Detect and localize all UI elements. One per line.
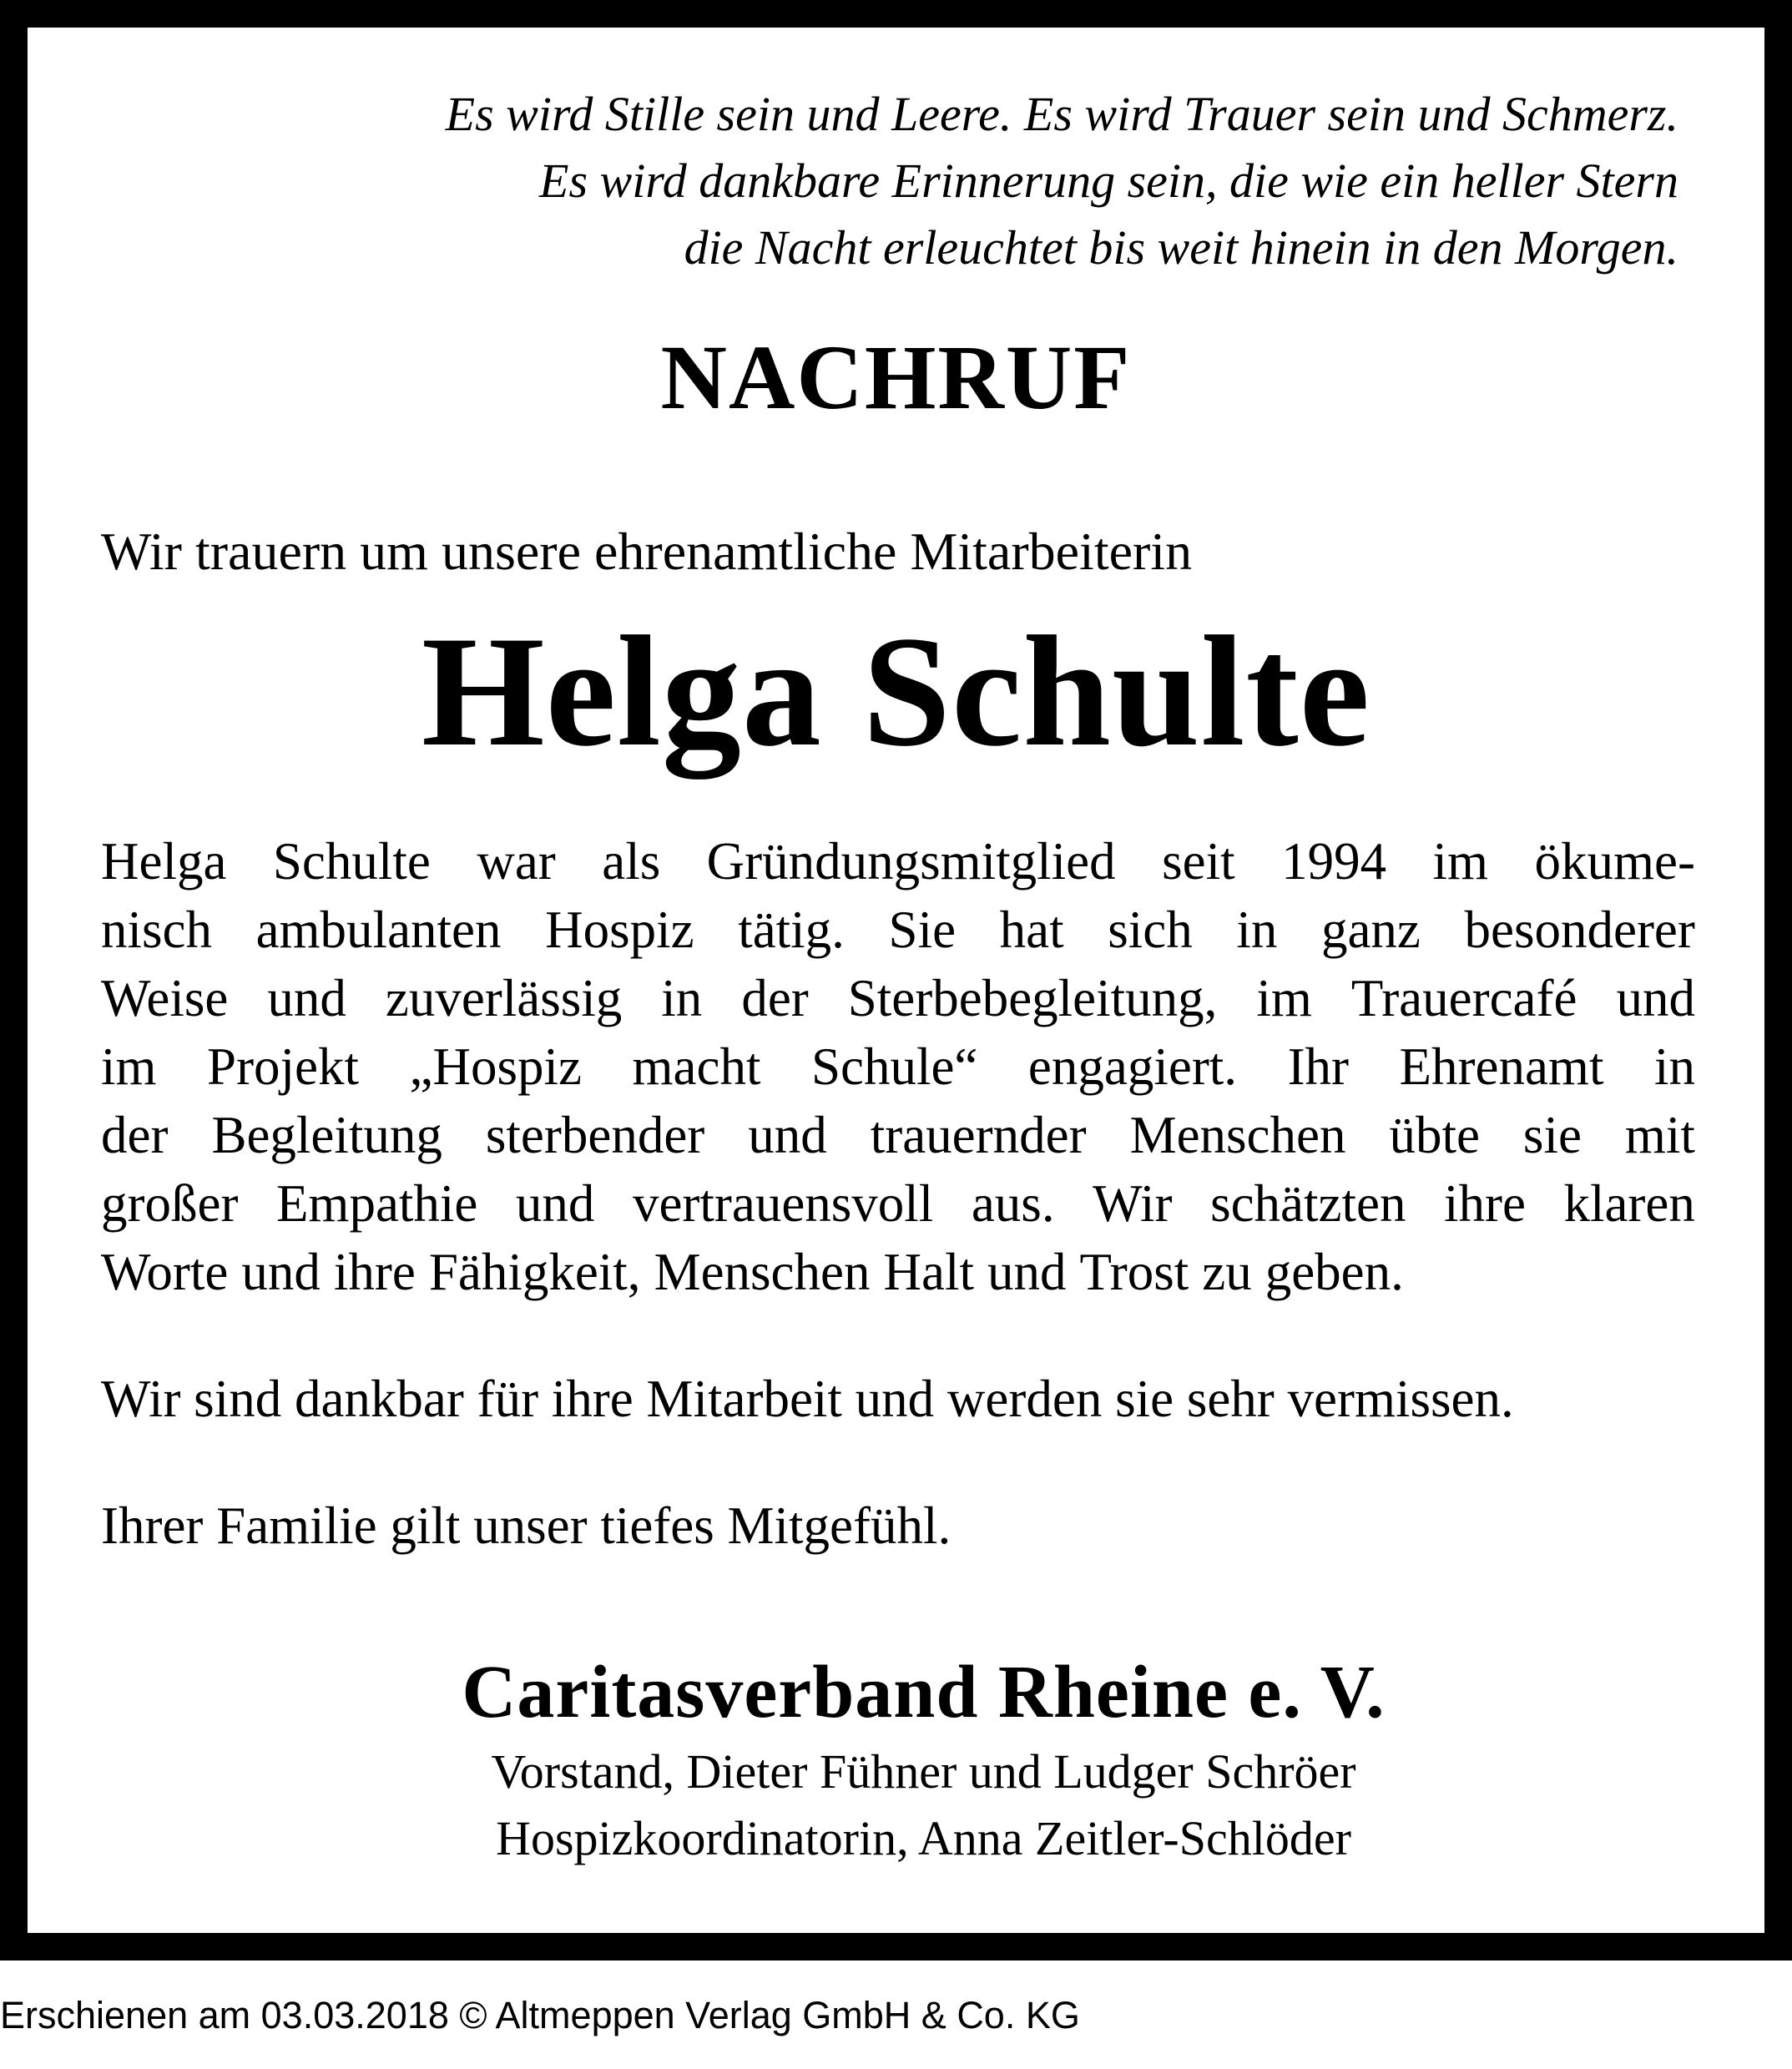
- tribute-word: Gründungsmitglied: [706, 832, 1116, 891]
- tribute-word: Helga: [101, 832, 227, 891]
- motto-line: die Nacht erleuchtet bis weit hinein in den Morgen.: [684, 220, 1678, 275]
- tribute-word: im: [1256, 969, 1312, 1027]
- tribute-word: Hospiz: [545, 901, 694, 959]
- tribute-word: Ihr: [1287, 1037, 1350, 1096]
- tribute-word: und: [515, 1174, 595, 1233]
- tribute-word: übte: [1389, 1106, 1480, 1164]
- tribute-word: Weise: [101, 969, 229, 1027]
- tribute-word: sterbender: [485, 1106, 705, 1164]
- tribute-word: der: [741, 969, 809, 1027]
- signatory-coordinator: Hospizkoordinatorin, Anna Zeitler-Schlöder: [496, 1811, 1351, 1865]
- tribute-word: Wir: [1093, 1174, 1173, 1233]
- tribute-word: Schulte: [272, 832, 431, 891]
- sympathy-text: Ihrer Familie gilt unser tiefes Mitgefühl.: [101, 1496, 952, 1555]
- tribute-word: Trost: [1079, 1243, 1189, 1301]
- tribute-word: Worte: [101, 1243, 229, 1301]
- tribute-word: tätig.: [738, 901, 845, 959]
- tribute-word: und: [987, 1243, 1067, 1301]
- tribute-word: engagiert.: [1027, 1037, 1238, 1096]
- tribute-paragraph: [101, 827, 1695, 1306]
- tribute-word: in: [1236, 901, 1278, 959]
- motto-verse: [93, 81, 1678, 281]
- tribute-word: Menschen: [654, 1243, 871, 1301]
- tribute-word: war: [477, 832, 556, 891]
- tribute-word: Sie: [888, 901, 957, 959]
- tribute-line: [101, 1101, 1695, 1169]
- tribute-word: macht: [632, 1037, 761, 1096]
- tribute-word: Empathie: [275, 1174, 478, 1233]
- tribute-word: schätzten: [1210, 1174, 1406, 1233]
- tribute-word: zuverlässig: [385, 969, 623, 1027]
- tribute-word: großer: [101, 1174, 239, 1233]
- tribute-word: Begleitung: [211, 1106, 442, 1164]
- tribute-word: Projekt: [207, 1037, 360, 1096]
- organization-name: Caritasverband Rheine e. V.: [462, 1651, 1386, 1733]
- tribute-word: ganz: [1320, 901, 1421, 959]
- thanks-text: Wir sind dankbar für ihre Mitarbeit und werden sie sehr vermissen.: [101, 1370, 1514, 1428]
- tribute-word: nisch: [101, 901, 212, 959]
- tribute-word: und: [241, 1243, 321, 1301]
- tribute-line: [101, 1032, 1695, 1101]
- tribute-word: und: [748, 1106, 827, 1164]
- tribute-word: Ehrenamt: [1399, 1037, 1604, 1096]
- tribute-word: ihre: [1443, 1174, 1526, 1233]
- tribute-word: Menschen: [1129, 1106, 1346, 1164]
- tribute-line: [101, 964, 1695, 1032]
- tribute-word: im: [1432, 832, 1489, 891]
- tribute-word: in: [1653, 1037, 1695, 1096]
- tribute-line: [101, 1169, 1695, 1238]
- tribute-word: klaren: [1563, 1174, 1695, 1233]
- tribute-word: sich: [1108, 901, 1193, 959]
- tribute-word: 1994: [1281, 832, 1387, 891]
- notice-heading: NACHRUF: [660, 326, 1132, 428]
- tribute-word: besonderer: [1464, 901, 1695, 959]
- tribute-word: Sterbebegleitung,: [847, 969, 1218, 1027]
- deceased-name: Helga Schulte: [421, 604, 1371, 780]
- tribute-word: sie: [1522, 1106, 1582, 1164]
- tribute-line: [101, 1238, 1695, 1306]
- motto-line: Es wird Stille sein und Leere. Es wird Trauer sein und Schmerz.: [445, 87, 1678, 141]
- tribute-word: ambulanten: [255, 901, 502, 959]
- tribute-word: ökume-: [1534, 832, 1695, 891]
- tribute-word: hat: [999, 901, 1064, 959]
- tribute-word: der: [101, 1106, 169, 1164]
- publication-note: Erschienen am 03.03.2018 © Altmeppen Verlag GmbH & Co. KG: [0, 1994, 1080, 2036]
- tribute-word: und: [267, 969, 346, 1027]
- tribute-word: geben.: [1264, 1243, 1404, 1301]
- tribute-word: in: [661, 969, 703, 1027]
- tribute-word: im: [101, 1037, 157, 1096]
- signature-block: [28, 1647, 1792, 1872]
- motto-line: Es wird dankbare Erinnerung sein, die wie ein heller Stern: [539, 154, 1678, 208]
- tribute-word: „Hospiz: [409, 1037, 582, 1096]
- tribute-word: Schule“: [810, 1037, 978, 1096]
- tribute-word: vertrauensvoll: [632, 1174, 934, 1233]
- tribute-word: aus.: [971, 1174, 1055, 1233]
- intro-text: Wir trauern um unsere ehrenamtliche Mitarbeiterin: [101, 522, 1193, 581]
- tribute-line: [101, 896, 1695, 964]
- tribute-word: ihre: [333, 1243, 416, 1301]
- tribute-word: zu: [1202, 1243, 1252, 1301]
- tribute-word: und: [1616, 969, 1695, 1027]
- signatory-board: Vorstand, Dieter Fühner und Ludger Schröer: [491, 1744, 1356, 1799]
- tribute-word: Fähigkeit,: [428, 1243, 641, 1301]
- tribute-word: mit: [1624, 1106, 1695, 1164]
- tribute-word: seit: [1162, 832, 1235, 891]
- tribute-word: Halt: [883, 1243, 974, 1301]
- tribute-word: Trauercafé: [1350, 969, 1577, 1027]
- tribute-word: als: [602, 832, 661, 891]
- tribute-word: trauernder: [870, 1106, 1087, 1164]
- tribute-line: [101, 827, 1695, 896]
